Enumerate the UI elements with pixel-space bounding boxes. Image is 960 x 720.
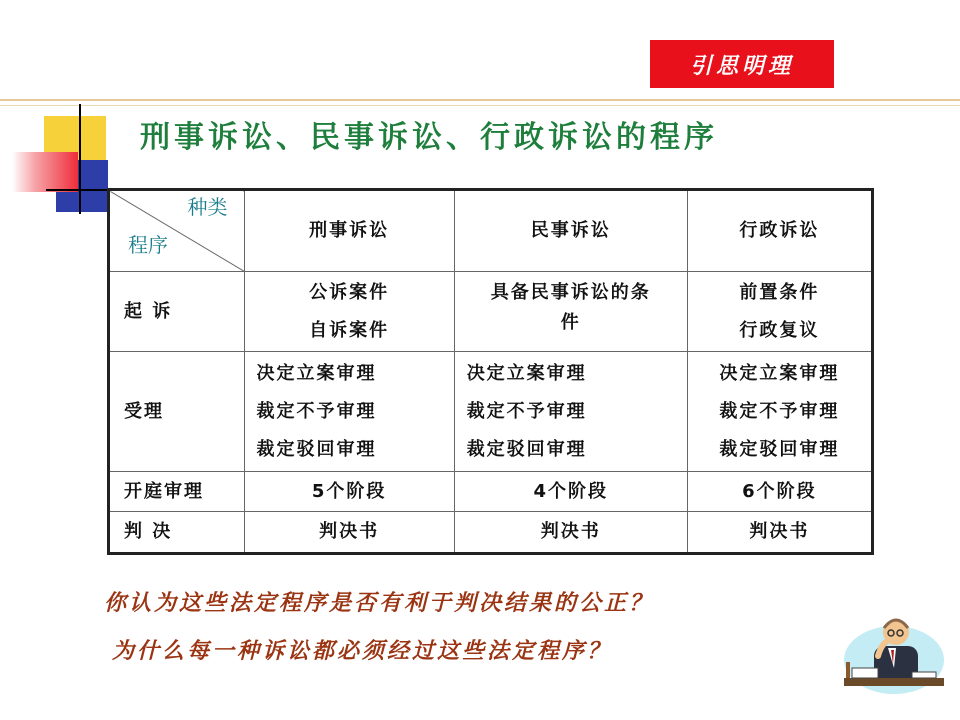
table-row (109, 472, 873, 512)
section-tag: 引思明理 (650, 40, 834, 88)
cell-line: 裁定驳回审理 (256, 438, 377, 460)
question-1: 你认为这些法定程序是否有利于判决结果的公正？ (104, 591, 655, 616)
cell-line: 裁定不予审理 (256, 400, 377, 422)
cell-line: 自诉案件 (309, 319, 390, 341)
question-2: 为什么每一种诉讼都必须经过这些法定程序？ (112, 639, 613, 664)
cell-line: 决定立案审理 (466, 362, 587, 384)
row-label: 起 诉 (109, 272, 245, 352)
table-row (109, 272, 873, 352)
cell-line: 裁定驳回审理 (466, 438, 587, 460)
column-header: 民事诉讼 (454, 190, 687, 272)
corner-cell (109, 190, 245, 272)
cell-line: 件 (560, 312, 581, 333)
cell-line: 公诉案件 (309, 281, 390, 303)
table-cell (687, 272, 872, 352)
corner-top-label: 种类 (187, 195, 228, 219)
cell-line: 行政复议 (739, 319, 820, 341)
table-row (109, 352, 873, 472)
table-header-row (109, 190, 873, 272)
table-cell: 判决书 (454, 512, 687, 554)
table-cell: 4个阶段 (454, 472, 687, 512)
table-cell (454, 272, 687, 352)
row-label: 开庭审理 (109, 472, 245, 512)
table-cell (454, 352, 687, 472)
red-gradient-bar (12, 152, 78, 192)
cell-line: 具备民事诉讼的条 (490, 282, 651, 303)
cell-line: 裁定不予审理 (466, 400, 587, 422)
cell-line: 裁定驳回审理 (719, 438, 840, 460)
row-label: 受理 (109, 352, 245, 472)
judge-thinking-illustration-icon (838, 598, 950, 698)
table-cell: 6个阶段 (687, 472, 872, 512)
decor-vertical-line (79, 104, 81, 214)
table-cell: 判决书 (687, 512, 872, 554)
cell-line: 裁定不予审理 (719, 400, 840, 422)
row-label: 判 决 (109, 512, 245, 554)
table-cell: 5个阶段 (244, 472, 454, 512)
column-header: 刑事诉讼 (244, 190, 454, 272)
table-cell (244, 352, 454, 472)
corner-bottom-label: 程序 (128, 233, 168, 257)
decor-horizontal-line (46, 189, 116, 191)
cell-line: 前置条件 (739, 281, 820, 303)
column-header: 行政诉讼 (687, 190, 872, 272)
table-row (109, 512, 873, 554)
table-cell: 判决书 (244, 512, 454, 554)
header-rule-thin (0, 105, 960, 106)
procedure-table (107, 188, 874, 555)
table-cell (244, 272, 454, 352)
cell-line: 决定立案审理 (256, 362, 377, 384)
page-title: 刑事诉讼、民事诉讼、行政诉讼的程序 (140, 120, 718, 155)
table-cell (687, 352, 872, 472)
cell-line: 决定立案审理 (719, 362, 840, 384)
header-rule (0, 99, 960, 101)
